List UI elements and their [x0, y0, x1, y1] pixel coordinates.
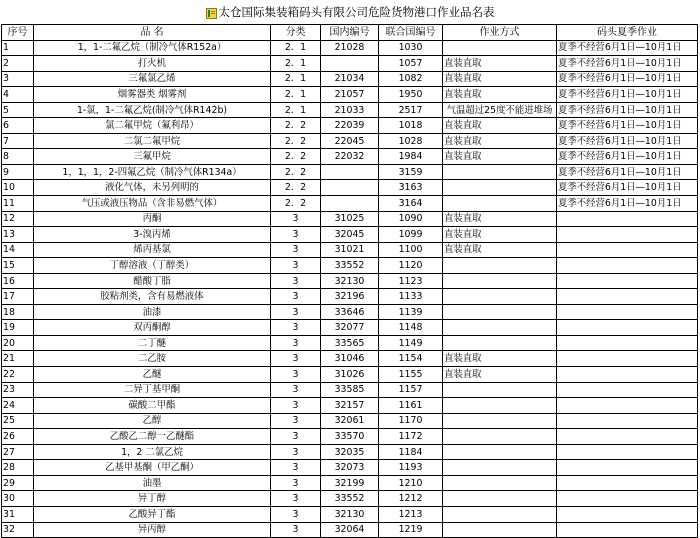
cell-domestic-number: 31046 [321, 351, 379, 367]
cell-operation-mode [443, 196, 557, 212]
cell-summer-operation: 夏季不经营6月1日—10月1日 [557, 87, 698, 103]
table-row [2, 56, 698, 72]
cell-name: 3-溴丙烯 [34, 227, 271, 243]
cell-un-number: 1082 [379, 71, 443, 87]
document-title: 太仓国际集装箱码头有限公司危险货物港口作业品名表 [218, 5, 495, 19]
cell-class: 2．1 [271, 102, 321, 118]
table-row [2, 258, 698, 274]
cell-domestic-number: 32045 [321, 227, 379, 243]
cell-domestic-number: 32061 [321, 413, 379, 429]
cell-class: 2．2 [271, 196, 321, 212]
cell-un-number: 1170 [379, 413, 443, 429]
cell-domestic-number: 22045 [321, 133, 379, 149]
cell-name: 乙醇 [34, 413, 271, 429]
cell-class: 3 [271, 351, 321, 367]
table-row [2, 444, 698, 460]
cell-domestic-number: 32064 [321, 522, 379, 538]
table-row [2, 491, 698, 507]
table-row [2, 460, 698, 476]
cell-domestic-number: 21028 [321, 40, 379, 56]
table-row [2, 273, 698, 289]
cell-seq: 13 [2, 227, 34, 243]
cell-operation-mode: 直装直取 [443, 71, 557, 87]
cell-class: 3 [271, 258, 321, 274]
cell-summer-operation: 夏季不经营6月1日—10月1日 [557, 149, 698, 165]
cell-operation-mode [443, 429, 557, 445]
cell-class: 3 [271, 367, 321, 383]
cell-domestic-number: 33552 [321, 491, 379, 507]
cell-un-number: 1154 [379, 351, 443, 367]
cell-name: 1，1，1，2-四氟乙烷（制冷气体R134a） [34, 164, 271, 180]
cell-name: 二乙胺 [34, 351, 271, 367]
cell-un-number: 2517 [379, 102, 443, 118]
cell-summer-operation [557, 242, 698, 258]
cell-name: 三氟氯乙烯 [34, 71, 271, 87]
table-row [2, 180, 698, 196]
cell-seq: 2 [2, 56, 34, 72]
cell-seq: 18 [2, 304, 34, 320]
cell-domestic-number: 22039 [321, 118, 379, 134]
cell-un-number: 1099 [379, 227, 443, 243]
cell-domestic-number: 32035 [321, 444, 379, 460]
cell-operation-mode: 直装直取 [443, 133, 557, 149]
cell-name: 1，1-二氟乙烷（制冷气体R152a） [34, 40, 271, 56]
cell-summer-operation [557, 227, 698, 243]
cell-un-number: 1018 [379, 118, 443, 134]
cell-domestic-number: 32157 [321, 398, 379, 414]
cell-summer-operation [557, 444, 698, 460]
cell-class: 3 [271, 506, 321, 522]
cell-operation-mode: 直装直取 [443, 242, 557, 258]
cell-domestic-number: 33585 [321, 382, 379, 398]
cell-name: 油漆 [34, 304, 271, 320]
cell-operation-mode [443, 320, 557, 336]
cell-class: 3 [271, 475, 321, 491]
table-row [2, 475, 698, 491]
cell-un-number: 1184 [379, 444, 443, 460]
cell-un-number: 1172 [379, 429, 443, 445]
cell-un-number: 1149 [379, 335, 443, 351]
cell-class: 2．2 [271, 164, 321, 180]
cell-un-number: 1213 [379, 506, 443, 522]
cell-operation-mode: 直装直取 [443, 351, 557, 367]
cell-operation-mode: 直装直取 [443, 56, 557, 72]
header-class: 分类 [271, 25, 321, 41]
table-row [2, 289, 698, 305]
table-row [2, 429, 698, 445]
cell-class: 3 [271, 444, 321, 460]
cell-name: 异丙醇 [34, 522, 271, 538]
cell-seq: 28 [2, 460, 34, 476]
cell-summer-operation [557, 304, 698, 320]
cell-class: 2．2 [271, 149, 321, 165]
cell-class: 3 [271, 242, 321, 258]
cell-name: 乙酸异丁酯 [34, 506, 271, 522]
cell-seq: 10 [2, 180, 34, 196]
table-row [2, 102, 698, 118]
cell-operation-mode [443, 180, 557, 196]
cell-class: 3 [271, 335, 321, 351]
cell-name: 液化气体，未另列明的 [34, 180, 271, 196]
cell-domestic-number [321, 196, 379, 212]
cell-summer-operation: 夏季不经营6月1日—10月1日 [557, 71, 698, 87]
table-row [2, 335, 698, 351]
cell-domestic-number [321, 180, 379, 196]
table-row [2, 413, 698, 429]
cell-seq: 20 [2, 335, 34, 351]
cell-name: 打火机 [34, 56, 271, 72]
cell-seq: 17 [2, 289, 34, 305]
cell-seq: 24 [2, 398, 34, 414]
cell-name: 丁醇溶液（丁醇类） [34, 258, 271, 274]
table-row [2, 211, 698, 227]
table-row [2, 71, 698, 87]
cell-seq: 12 [2, 211, 34, 227]
cell-summer-operation [557, 289, 698, 305]
cell-name: 丙酮 [34, 211, 271, 227]
cell-un-number: 1133 [379, 289, 443, 305]
cell-class: 3 [271, 522, 321, 538]
cell-un-number: 1028 [379, 133, 443, 149]
cell-un-number: 1030 [379, 40, 443, 56]
cell-operation-mode: 直装直取 [443, 87, 557, 103]
cell-class: 2．1 [271, 40, 321, 56]
cell-un-number: 1090 [379, 211, 443, 227]
cell-seq: 16 [2, 273, 34, 289]
table-row [2, 398, 698, 414]
cell-name: 异丁醇 [34, 491, 271, 507]
cell-domestic-number: 33570 [321, 429, 379, 445]
cell-domestic-number: 32130 [321, 506, 379, 522]
cell-un-number: 1057 [379, 56, 443, 72]
table-row [2, 196, 698, 212]
cell-operation-mode: 直装直取 [443, 227, 557, 243]
cell-seq: 32 [2, 522, 34, 538]
cell-un-number: 1139 [379, 304, 443, 320]
cell-operation-mode [443, 398, 557, 414]
cell-operation-mode: 直装直取 [443, 367, 557, 383]
cell-summer-operation [557, 398, 698, 414]
cell-un-number: 3164 [379, 196, 443, 212]
cell-un-number: 1210 [379, 475, 443, 491]
cell-domestic-number: 31025 [321, 211, 379, 227]
cell-operation-mode [443, 444, 557, 460]
header-name: 品 名 [34, 25, 271, 41]
cell-summer-operation [557, 320, 698, 336]
cell-summer-operation: 夏季不经营6月1日—10月1日 [557, 180, 698, 196]
cell-summer-operation [557, 351, 698, 367]
cell-summer-operation [557, 460, 698, 476]
cell-un-number: 1212 [379, 491, 443, 507]
cell-name: 烟雾器类 烟雾剂 [34, 87, 271, 103]
cell-domestic-number: 32199 [321, 475, 379, 491]
cell-summer-operation [557, 475, 698, 491]
cell-operation-mode [443, 304, 557, 320]
cell-seq: 31 [2, 506, 34, 522]
table-row [2, 227, 698, 243]
cell-domestic-number [321, 56, 379, 72]
table-row [2, 87, 698, 103]
cell-name: 醋酸丁脂 [34, 273, 271, 289]
cell-seq: 11 [2, 196, 34, 212]
cell-seq: 3 [2, 71, 34, 87]
cell-un-number: 1161 [379, 398, 443, 414]
table-row [2, 522, 698, 538]
cell-class: 2．2 [271, 118, 321, 134]
table-row [2, 506, 698, 522]
cell-un-number: 1219 [379, 522, 443, 538]
cell-domestic-number: 33552 [321, 258, 379, 274]
header-un-number: 联合国编号 [379, 25, 443, 41]
header-row [2, 25, 698, 41]
cell-name: 1-氯，1-二氟乙烷(制冷气体R142b) [34, 102, 271, 118]
cell-domestic-number: 32073 [321, 460, 379, 476]
cell-class: 3 [271, 460, 321, 476]
cell-domestic-number: 21034 [321, 71, 379, 87]
table-row [2, 367, 698, 383]
table-row [2, 242, 698, 258]
cell-seq: 30 [2, 491, 34, 507]
cell-name: 二氯二氟甲烷 [34, 133, 271, 149]
cell-operation-mode [443, 335, 557, 351]
cell-operation-mode [443, 522, 557, 538]
dangerous-goods-table [1, 24, 698, 538]
cell-summer-operation [557, 522, 698, 538]
cell-domestic-number: 33565 [321, 335, 379, 351]
cell-operation-mode [443, 460, 557, 476]
cell-domestic-number: 32077 [321, 320, 379, 336]
table-row [2, 40, 698, 56]
cell-class: 3 [271, 429, 321, 445]
cell-summer-operation [557, 367, 698, 383]
cell-domestic-number: 22032 [321, 149, 379, 165]
cell-domestic-number: 21057 [321, 87, 379, 103]
cell-operation-mode [443, 475, 557, 491]
table-row [2, 382, 698, 398]
cell-operation-mode [443, 258, 557, 274]
cell-class: 2．2 [271, 180, 321, 196]
cell-operation-mode [443, 382, 557, 398]
cell-summer-operation [557, 335, 698, 351]
cell-un-number: 1193 [379, 460, 443, 476]
cell-name: 双丙酮醇 [34, 320, 271, 336]
cell-operation-mode [443, 289, 557, 305]
cell-seq: 14 [2, 242, 34, 258]
header-summer-operation: 码头夏季作业 [557, 25, 698, 41]
cell-summer-operation [557, 211, 698, 227]
document-title-bar [0, 0, 700, 24]
table-row [2, 164, 698, 180]
cell-name: 三氟甲烷 [34, 149, 271, 165]
cell-summer-operation [557, 491, 698, 507]
cell-domestic-number: 31026 [321, 367, 379, 383]
cell-seq: 22 [2, 367, 34, 383]
cell-name: 乙酸乙二醇一乙醚酯 [34, 429, 271, 445]
table-row [2, 320, 698, 336]
cell-operation-mode [443, 506, 557, 522]
cell-summer-operation: 夏季不经营6月1日—10月1日 [557, 118, 698, 134]
cell-summer-operation: 夏季不经营6月1日—10月1日 [557, 56, 698, 72]
cell-class: 3 [271, 382, 321, 398]
cell-operation-mode [443, 40, 557, 56]
cell-summer-operation: 夏季不经营6月1日—10月1日 [557, 40, 698, 56]
cell-class: 3 [271, 304, 321, 320]
cell-operation-mode: 直装直取 [443, 118, 557, 134]
cell-operation-mode: 气温超过25度不能进堆场 [443, 102, 557, 118]
cell-operation-mode: 直装直取 [443, 149, 557, 165]
cell-seq: 15 [2, 258, 34, 274]
cell-un-number: 1100 [379, 242, 443, 258]
cell-class: 3 [271, 273, 321, 289]
cell-seq: 26 [2, 429, 34, 445]
cell-seq: 6 [2, 118, 34, 134]
cell-name: 碳酸二甲酯 [34, 398, 271, 414]
cell-name: 氯二氟甲烷（氟利昂） [34, 118, 271, 134]
cell-summer-operation: 夏季不经营6月1日—10月1日 [557, 164, 698, 180]
cell-un-number: 1148 [379, 320, 443, 336]
cell-name: 胶粘剂类，含有易燃液体 [34, 289, 271, 305]
cell-class: 2．1 [271, 56, 321, 72]
cell-seq: 19 [2, 320, 34, 336]
cell-operation-mode [443, 491, 557, 507]
cell-operation-mode [443, 273, 557, 289]
cell-seq: 5 [2, 102, 34, 118]
cell-name: 烯丙基氯 [34, 242, 271, 258]
cell-seq: 29 [2, 475, 34, 491]
cell-class: 2．2 [271, 133, 321, 149]
cell-seq: 23 [2, 382, 34, 398]
cell-seq: 8 [2, 149, 34, 165]
cell-class: 2．1 [271, 87, 321, 103]
cell-un-number: 3159 [379, 164, 443, 180]
cell-seq: 7 [2, 133, 34, 149]
comment-flag-icon [206, 8, 217, 19]
cell-un-number: 1120 [379, 258, 443, 274]
cell-name: 乙基甲基酮（甲乙酮） [34, 460, 271, 476]
cell-operation-mode [443, 164, 557, 180]
cell-un-number: 1950 [379, 87, 443, 103]
header-operation-mode: 作业方式 [443, 25, 557, 41]
table-row [2, 149, 698, 165]
cell-class: 3 [271, 227, 321, 243]
cell-summer-operation [557, 429, 698, 445]
cell-summer-operation: 夏季不经营6月1日—10月1日 [557, 196, 698, 212]
table-row [2, 351, 698, 367]
cell-operation-mode: 直装直取 [443, 211, 557, 227]
cell-class: 3 [271, 320, 321, 336]
cell-seq: 9 [2, 164, 34, 180]
cell-seq: 1 [2, 40, 34, 56]
cell-operation-mode [443, 413, 557, 429]
cell-class: 3 [271, 491, 321, 507]
cell-name: 1，2 二氯乙烷 [34, 444, 271, 460]
cell-class: 3 [271, 398, 321, 414]
table-row [2, 304, 698, 320]
cell-seq: 4 [2, 87, 34, 103]
cell-summer-operation [557, 258, 698, 274]
cell-summer-operation [557, 506, 698, 522]
cell-summer-operation: 夏季不经营6月1日—10月1日 [557, 102, 698, 118]
cell-class: 3 [271, 413, 321, 429]
cell-domestic-number: 32196 [321, 289, 379, 305]
cell-class: 3 [271, 211, 321, 227]
cell-name: 二异丁基甲酮 [34, 382, 271, 398]
cell-domestic-number: 31021 [321, 242, 379, 258]
cell-domestic-number: 21033 [321, 102, 379, 118]
header-seq: 序号 [2, 25, 34, 41]
cell-name: 油墨 [34, 475, 271, 491]
table-row [2, 133, 698, 149]
cell-domestic-number: 32130 [321, 273, 379, 289]
cell-summer-operation: 夏季不经营6月1日—10月1日 [557, 133, 698, 149]
cell-seq: 27 [2, 444, 34, 460]
cell-name: 二丁醚 [34, 335, 271, 351]
cell-domestic-number [321, 164, 379, 180]
cell-name: 乙醚 [34, 367, 271, 383]
cell-class: 3 [271, 289, 321, 305]
cell-un-number: 3163 [379, 180, 443, 196]
cell-domestic-number: 33646 [321, 304, 379, 320]
cell-seq: 25 [2, 413, 34, 429]
cell-summer-operation [557, 382, 698, 398]
table-row [2, 118, 698, 134]
cell-summer-operation [557, 273, 698, 289]
cell-name: 气压或液压物品（含非易燃气体） [34, 196, 271, 212]
header-domestic-number: 国内编号 [321, 25, 379, 41]
cell-un-number: 1155 [379, 367, 443, 383]
cell-un-number: 1157 [379, 382, 443, 398]
cell-seq: 21 [2, 351, 34, 367]
cell-class: 2．1 [271, 71, 321, 87]
cell-un-number: 1123 [379, 273, 443, 289]
cell-summer-operation [557, 413, 698, 429]
cell-un-number: 1984 [379, 149, 443, 165]
